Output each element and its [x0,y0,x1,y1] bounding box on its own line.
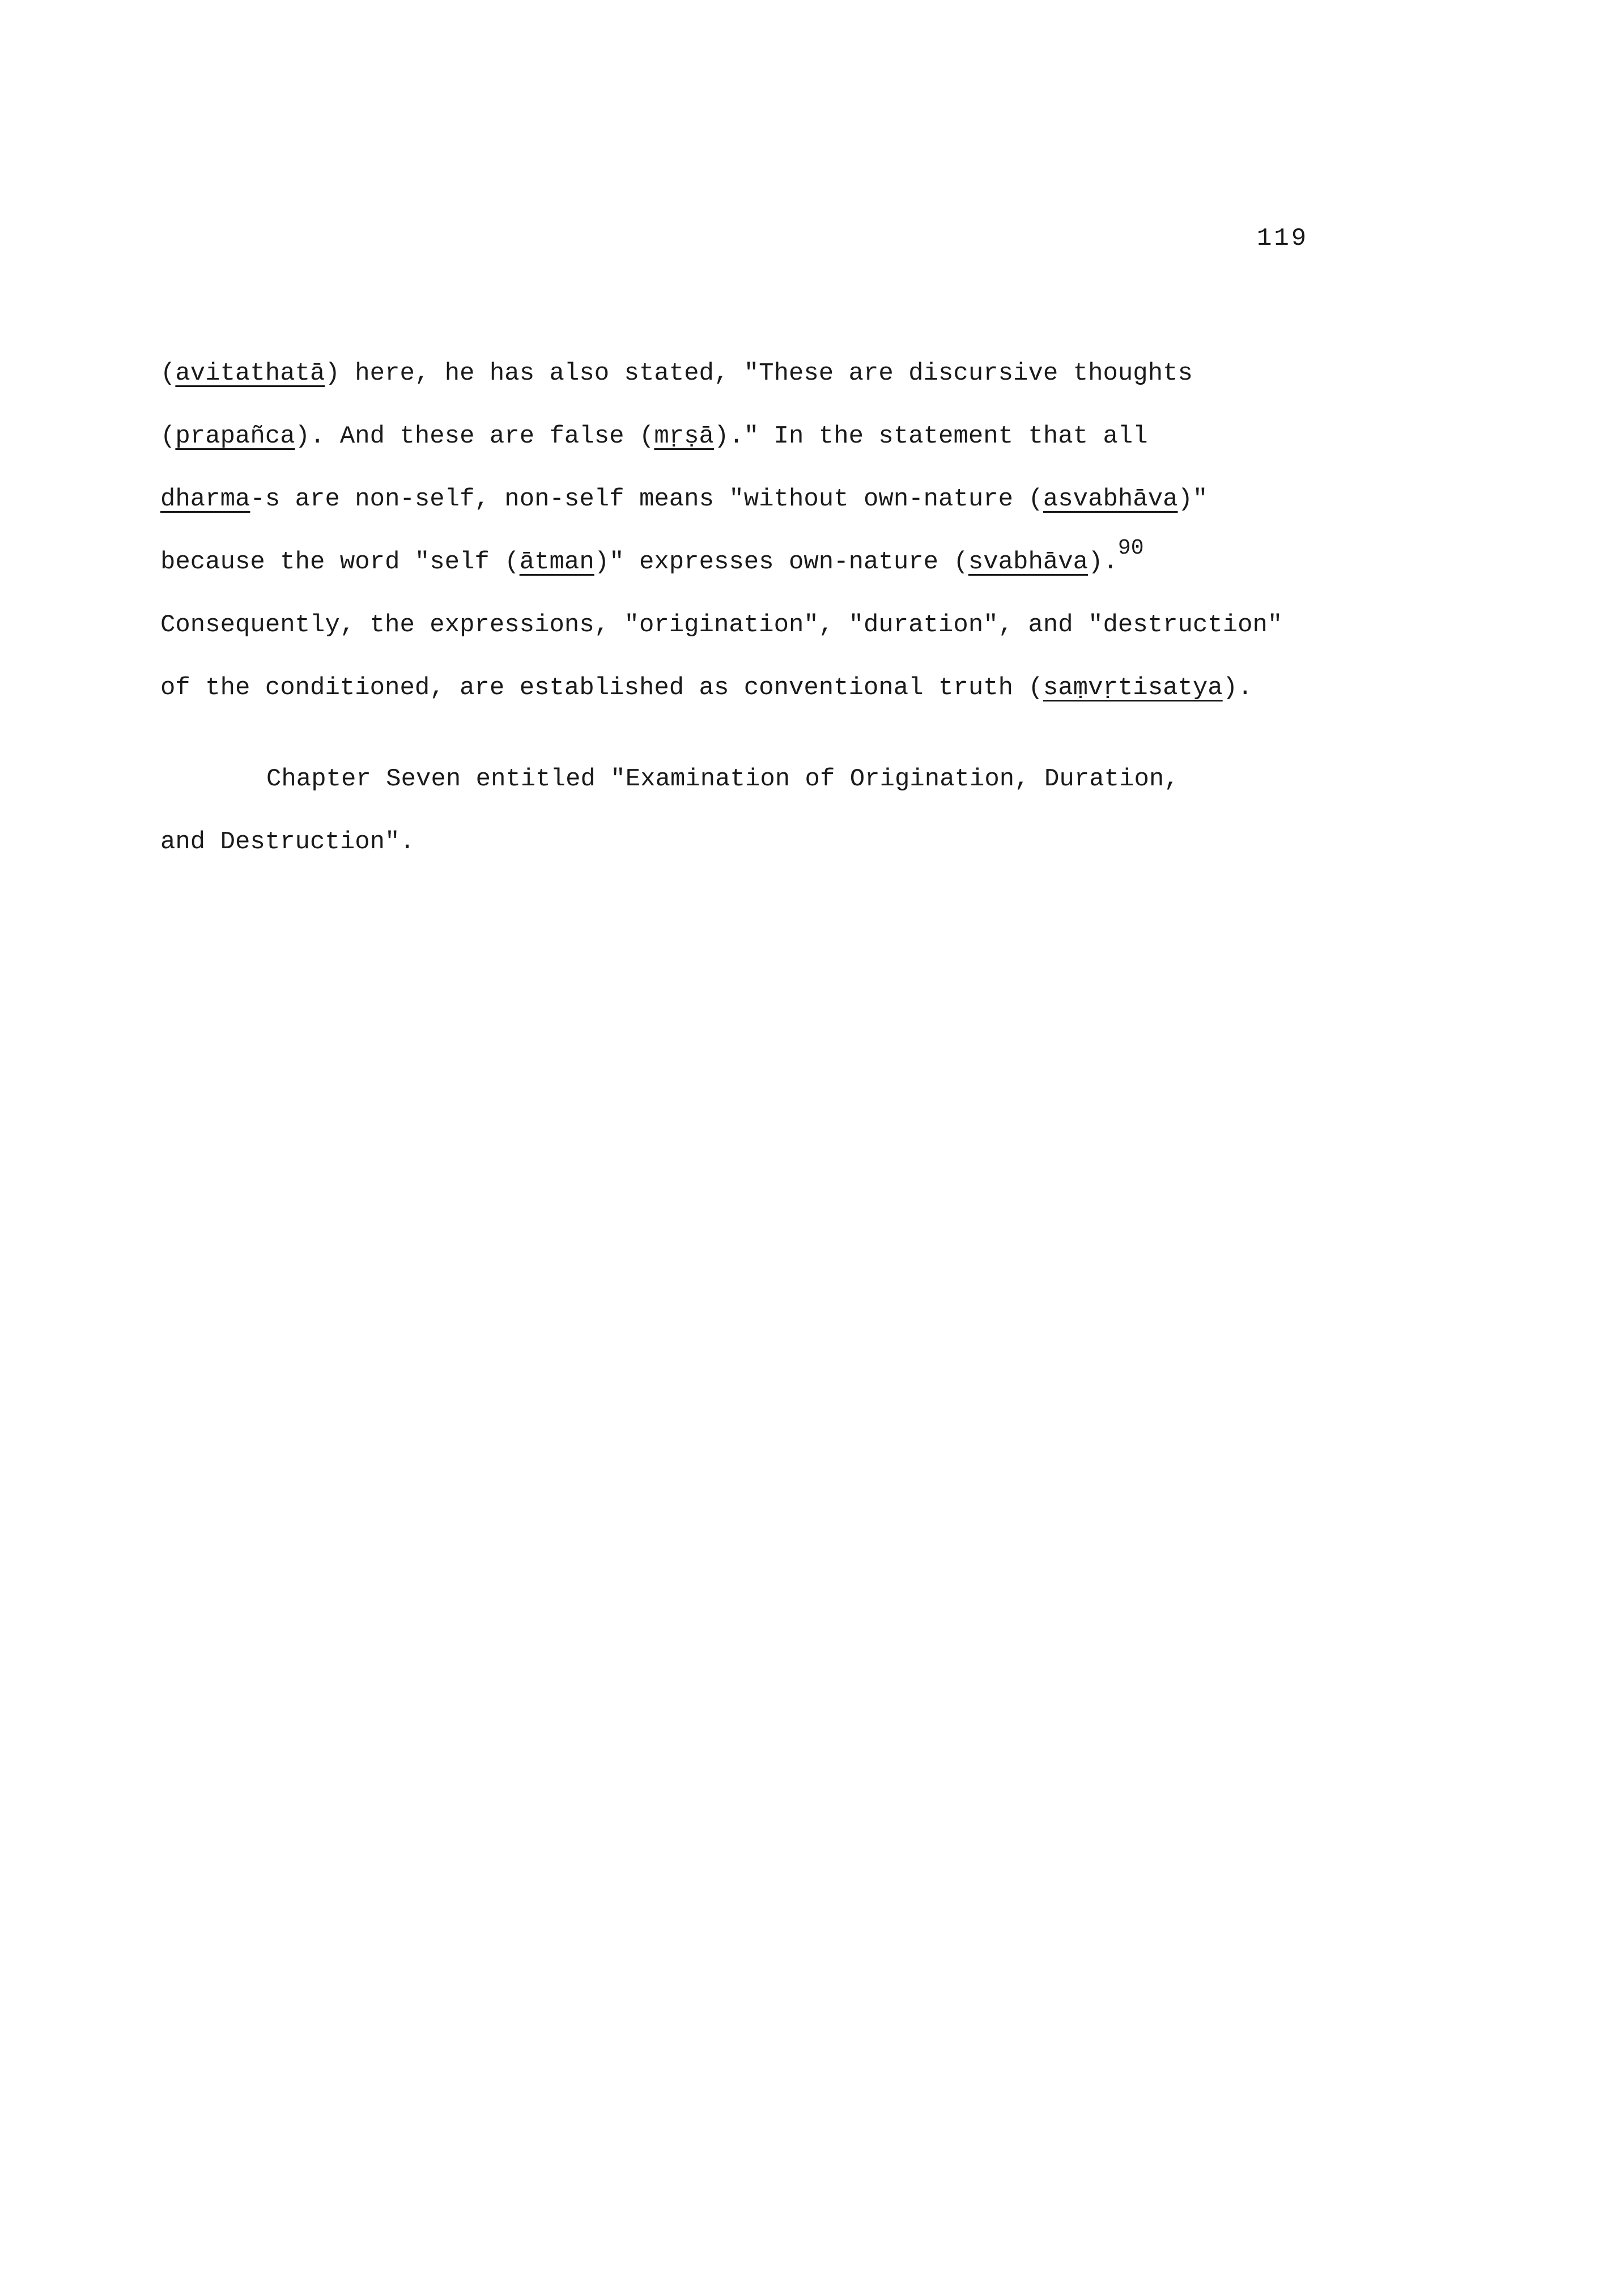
sanskrit-term-atman: ātman [519,548,594,576]
text-fragment: ( [160,422,176,450]
text-fragment: because the word "self ( [160,548,520,576]
text-fragment: ). [1222,674,1253,702]
text-line-3 [160,468,1554,531]
sanskrit-term-svabhava: svabhāva [968,548,1089,576]
text-fragment: ). And these are false ( [295,422,654,450]
paragraph-1 [160,342,1554,720]
sanskrit-term-dharma: dharma [160,485,250,513]
page-number: 119 [1257,224,1309,253]
text-line-6 [160,657,1554,720]
text-line-2 [160,405,1554,468]
text-fragment: )." In the statement that all [713,422,1148,450]
text-fragment: )" expresses own-nature ( [594,548,968,576]
text-fragment: )" [1177,485,1208,513]
text-fragment: ( [160,359,176,388]
text-line-7: Chapter Seven entitled "Examination of Origination, Duration, [266,765,1179,793]
text-fragment: ). [1088,548,1118,576]
footnote-marker: 90 [1117,536,1144,560]
text-line-8: and Destruction". [160,828,415,856]
text-fragment: -s are non-self, non-self means "without own-nature ( [250,485,1043,513]
text-fragment: of the conditioned, are established as conventional truth ( [160,674,1043,702]
text-line-5: Consequently, the expressions, "origination", "duration", and "destruction" [160,611,1283,639]
text-line-1 [160,342,1554,405]
paragraph-2 [160,748,1554,874]
sanskrit-term-avitathata: avitathatā [175,359,325,388]
sanskrit-term-samvrtisatya: saṃvṛtisatya [1043,674,1223,702]
text-line-4 [160,531,1554,594]
sanskrit-term-prapanca: prapañca [175,422,295,450]
sanskrit-term-asvabhava: asvabhāva [1043,485,1178,513]
sanskrit-term-mrsa: mṛṣā [654,422,714,450]
text-fragment: ) here, he has also stated, "These are discursive thoughts [325,359,1193,388]
